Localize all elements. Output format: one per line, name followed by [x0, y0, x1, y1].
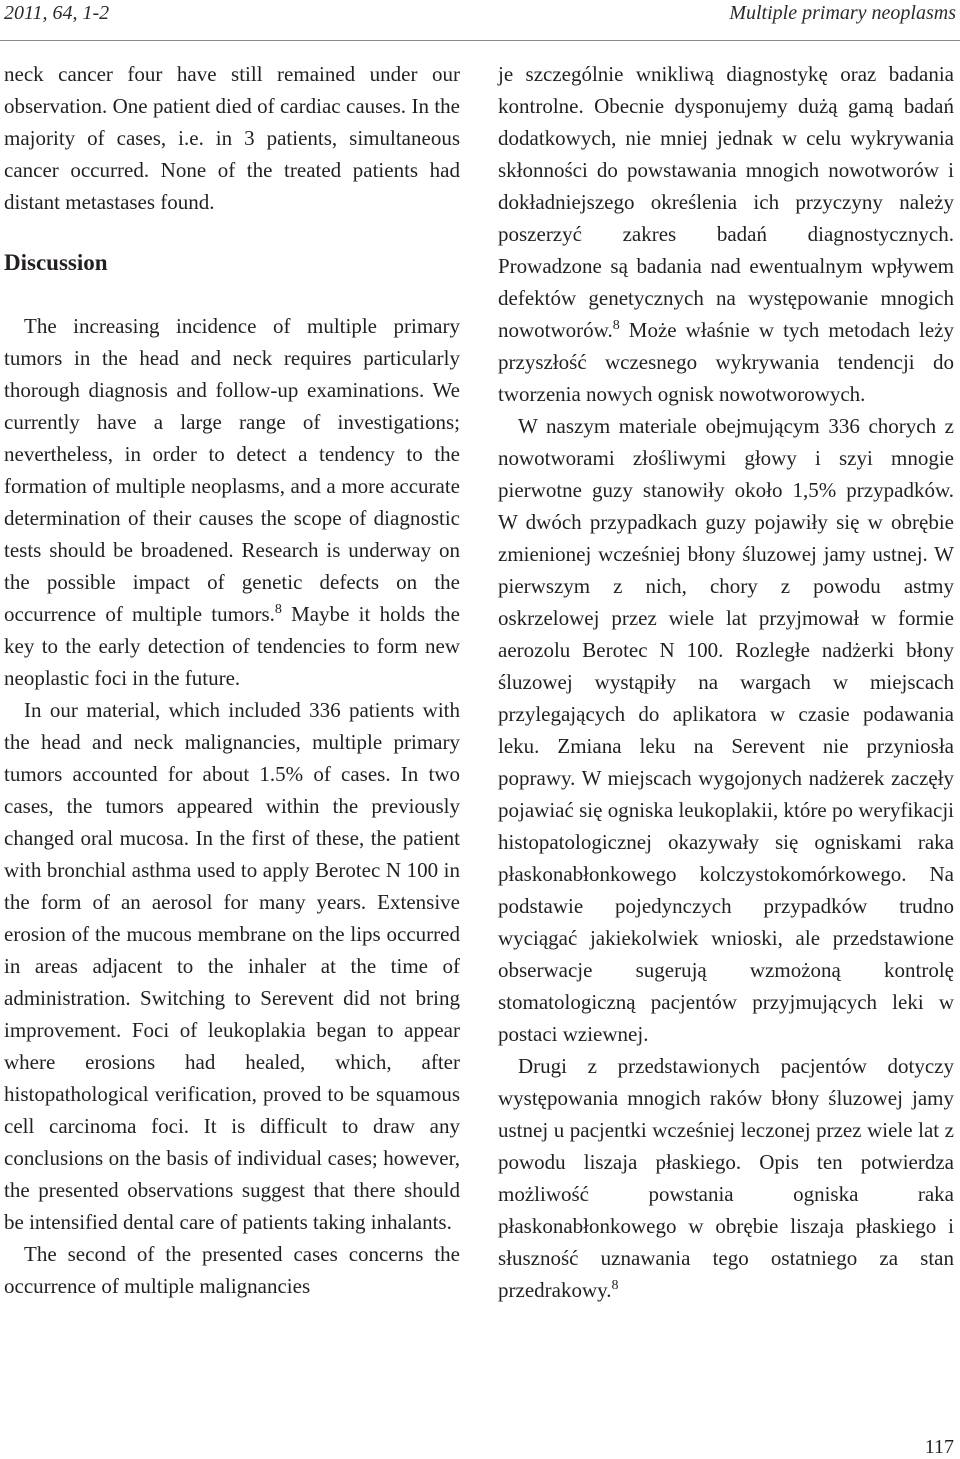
paragraph-text: W naszym materiale obejmującym 336 chorych z nowotworami złośliwymi głowy i szyi mnogie pierwotne guzy stanowiły około 1,5% przypadków. W dwóch przypadkach guzy pojawiły się w obrębie zmienionej wcześniej błony śluzowej jamy ustnej. W pierwszym z nich, chory z powodu astmy oskrzelowej przez wiele lat przyjmował w formie aerozolu Berotec N 100. Rozległe nadżerki błony śluzowej wystąpiły na wargach w miejscach przylegających do aplikatora w czasie podawania leku. Zmiana leku na Serevent nie przyniosła poprawy. W miejscach wygojonych nadżerek zaczęły pojawiać się ogniska leukoplakii, które po weryfikacji histopatologicznej okazywały się ogniskami raka płaskonabłonkowego kolczystokomórkowego. Na podstawie pojedynczych przypadków trudno wyciągać jakiekolwiek wnioski, ale przedstawione obserwacje sugerują wzmożoną kontrolę stomatologiczną pacjentów przyjmujących leki w postaci wziewnej. — [498, 414, 954, 1046]
intro-text: neck cancer four have still remained under our observation. One patient died of cardiac causes. In the majority of cases, i.e. in 3 patients, simultaneous cancer occurred. None of the treated patients had distant metastases found. — [4, 62, 460, 214]
paragraph-text: The increasing incidence of multiple primary tumors in the head and neck requires particularly thorough diagnosis and follow-up examinations. We currently have a large range of investigations; nevertheless, in order to detect a tendency to the formation of multiple neoplasms, and a more accurate determination of their causes the scope of diagnostic tests should be broadened. Research is underway on the possible impact of genetic defects on the occurrence of multiple tumors. — [4, 314, 460, 626]
left-column — [4, 58, 460, 1302]
journal-issue: 2011, 64, 1-2 — [4, 2, 110, 24]
right-column — [498, 58, 954, 1306]
paragraph-text: In our material, which included 336 patients with the head and neck malignancies, multiple primary tumors accounted for about 1.5% of cases. In two cases, the tumors appeared within the previously changed oral mucosa. In the first of these, the patient with bronchial asthma used to apply Berotec N 100 in the form of an aerosol for many years. Extensive erosion of the mucous membrane on the lips occurred in areas adjacent to the inhaler at the time of administration. Switching to Serevent did not bring improvement. Foci of leukoplakia began to appear where erosions had healed, which, after histopathological verification, proved to be squamous cell carcinoma foci. It is difficult to draw any conclusions on the basis of individual cases; however, the presented observations suggest that there should be intensified dental care of patients taking inhalants. — [4, 698, 460, 1234]
reference-link[interactable]: 8 — [611, 1278, 619, 1293]
polish-paragraph-2 — [498, 410, 954, 1050]
discussion-paragraph-3 — [4, 1238, 460, 1302]
reference-link[interactable]: 8 — [612, 318, 620, 333]
section-heading: Discussion — [4, 250, 108, 275]
paragraph-text: The second of the presented cases concerns the occurrence of multiple malignancies — [4, 1242, 460, 1298]
discussion-paragraph-1 — [4, 310, 460, 694]
paragraph-text: Może właśnie w tych metodach leży przyszłość wczesnego wykrywania tendencji do tworzenia nowych ognisk nowotworowych. — [498, 318, 954, 406]
paragraph-text: Drugi z przedstawionych pacjentów dotyczy występowania mnogich raków błony śluzowej jamy ustnej u pacjentki wcześniej leczonej przez wiele lat z powodu liszaja płaskiego. Opis ten potwierdza możliwość powstania ogniska raka płaskonabłonkowego w obrębie liszaja płaskiego i słuszność uznawania tego ostatniego za stan przedrakowy. — [498, 1054, 954, 1302]
running-title: Multiple primary neoplasms — [729, 2, 956, 24]
polish-paragraph-1 — [498, 58, 954, 410]
paragraph-text: je szczególnie wnikliwą diagnostykę oraz badania kontrolne. Obecnie dysponujemy dużą gamą badań dodatkowych, nie mniej jednak w celu wykrywania skłonności do powstawania mnogich nowotworów i dokładniejszego określenia ich przyczyny należy poszerzyć zakres badań diagnostycznych. Prowadzone są badania nad ewentualnym wpływem defektów genetycznych na występowanie mnogich nowotworów. — [498, 62, 954, 342]
running-header — [0, 0, 960, 41]
discussion-paragraph-2 — [4, 694, 460, 1238]
polish-paragraph-3 — [498, 1050, 954, 1306]
paragraph-text: Maybe it holds the key to the early detection of tendencies to form new neoplastic foci in the future. — [4, 602, 460, 690]
page-number: 117 — [924, 1436, 954, 1458]
reference-link[interactable]: 8 — [274, 602, 282, 617]
intro-paragraph — [4, 58, 460, 218]
